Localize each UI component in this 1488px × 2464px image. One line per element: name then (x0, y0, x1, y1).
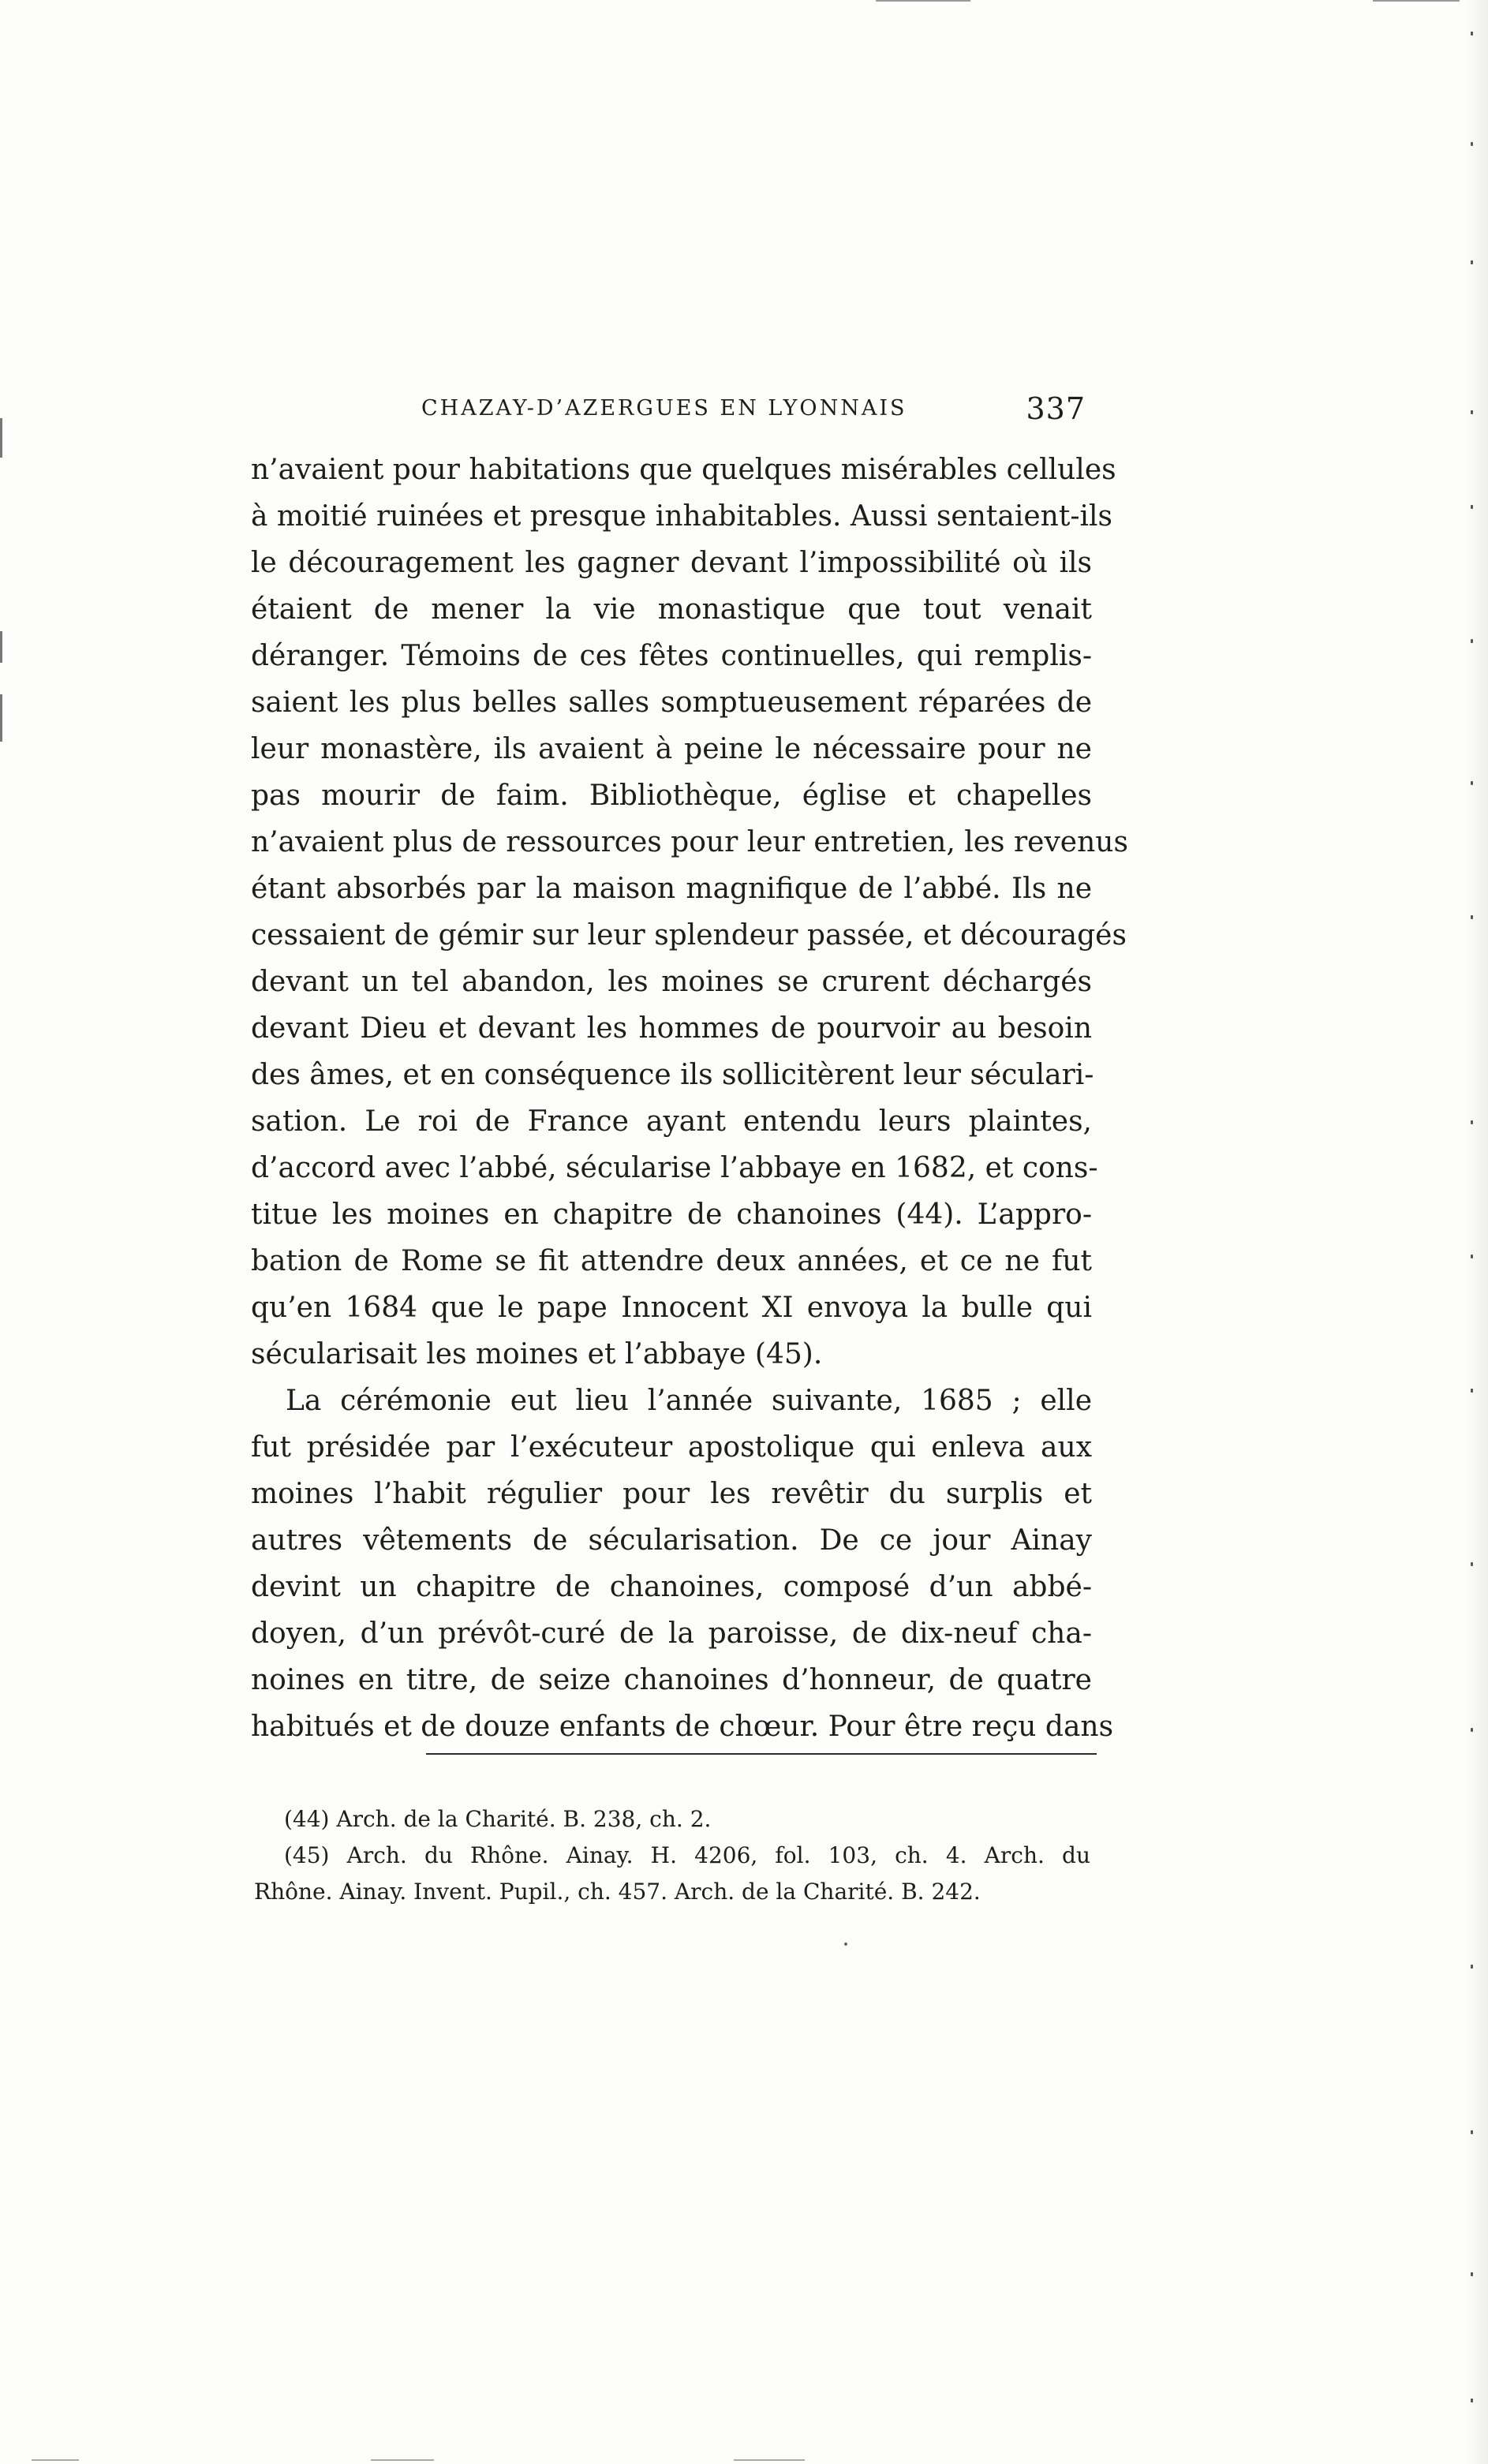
text-line: d’accord avec l’abbé, sécularise l’abbaye en 1682, et cons- (251, 1152, 1098, 1184)
text-line: le découragement les gagner devant l’impossibilité où ils (251, 547, 1092, 579)
scan-bottom-mark (32, 2459, 79, 2461)
text-line: bation de Rome se fit attendre deux années, et ce ne fut (251, 1245, 1092, 1277)
text-line: étant absorbés par la maison magnifique de l’abbé. Ils ne (251, 873, 1092, 905)
text-line: sation. Le roi de France ayant entendu leurs plaintes, (251, 1105, 1092, 1138)
text-line: devant un tel abandon, les moines se crurent déchargés (251, 966, 1092, 998)
page-number: 337 (1026, 391, 1086, 426)
scan-top-mark (1373, 0, 1460, 2)
footnotes (254, 1801, 1090, 1910)
text-line: des âmes, et en conséquence ils sollicitèrent leur séculari- (251, 1059, 1094, 1091)
text-line: leur monastère, ils avaient à peine le nécessaire pour ne (251, 733, 1092, 765)
text-line: cessaient de gémir sur leur splendeur passée, et découragés (251, 919, 1127, 952)
footnote-separator (426, 1753, 1097, 1755)
paragraph-start-line: La cérémonie eut lieu l’année suivante, 1685 ; elle (286, 1385, 1092, 1417)
text-line: à moitié ruinées et presque inhabitables. Aussi sentaient-ils (251, 500, 1112, 533)
text-line: saient les plus belles salles somptueusement réparées de (251, 686, 1092, 719)
running-head (249, 391, 1098, 431)
scan-bottom-mark (734, 2459, 805, 2461)
text-line: doyen, d’un prévôt-curé de la paroisse, de dix-neuf cha- (251, 1617, 1092, 1650)
text-line: étaient de mener la vie monastique que tout venait (251, 593, 1092, 626)
text-line: n’avaient plus de ressources pour leur entretien, les revenus (251, 826, 1128, 858)
text-line: devant Dieu et devant les hommes de pourvoir au besoin (251, 1012, 1092, 1045)
body-text (251, 447, 1128, 1750)
footnote-44: (44) Arch. de la Charité. B. 238, ch. 2. (284, 1806, 712, 1832)
text-line: titue les moines en chapitre de chanoines (44). L’appro- (251, 1198, 1092, 1231)
footnote-45: (45) Arch. du Rhône. Ainay. H. 4206, fol. 103, ch. 4. Arch. du (284, 1842, 1090, 1868)
scan-top-mark (876, 0, 970, 2)
running-title: CHAZAY-D’AZERGUES EN LYONNAIS (421, 396, 907, 421)
text-line: noines en titre, de seize chanoines d’honneur, de quatre (251, 1664, 1092, 1696)
text-line: déranger. Témoins de ces fêtes continuelles, qui remplis- (251, 640, 1092, 672)
text-line: fut présidée par l’exécuteur apostolique qui enleva aux (251, 1431, 1092, 1464)
scan-edge-specks (1471, 0, 1482, 2464)
footnote-45-continued: Rhône. Ainay. Invent. Pupil., ch. 457. Arch. de la Charité. B. 242. (254, 1879, 981, 1905)
scan-edge-mark (0, 631, 2, 663)
scan-bottom-mark (371, 2459, 434, 2461)
text-line: qu’en 1684 que le pape Innocent XI envoya la bulle qui (251, 1292, 1092, 1324)
scan-edge-mark (0, 418, 2, 458)
text-line: habitués et de douze enfants de chœur. Pour être reçu dans (251, 1711, 1114, 1743)
text-line: devint un chapitre de chanoines, composé d’un abbé- (251, 1571, 1092, 1603)
scan-edge-mark (0, 694, 2, 742)
scan-speck (844, 1942, 847, 1946)
text-line: pas mourir de faim. Bibliothèque, église et chapelles (251, 780, 1092, 812)
text-line: moines l’habit régulier pour les revêtir du surplis et (251, 1478, 1092, 1510)
paragraph-end-line: sécularisait les moines et l’abbaye (45). (251, 1338, 823, 1370)
text-line: n’avaient pour habitations que quelques misérables cellules (251, 454, 1116, 486)
text-line: autres vêtements de sécularisation. De ce jour Ainay (251, 1524, 1092, 1557)
